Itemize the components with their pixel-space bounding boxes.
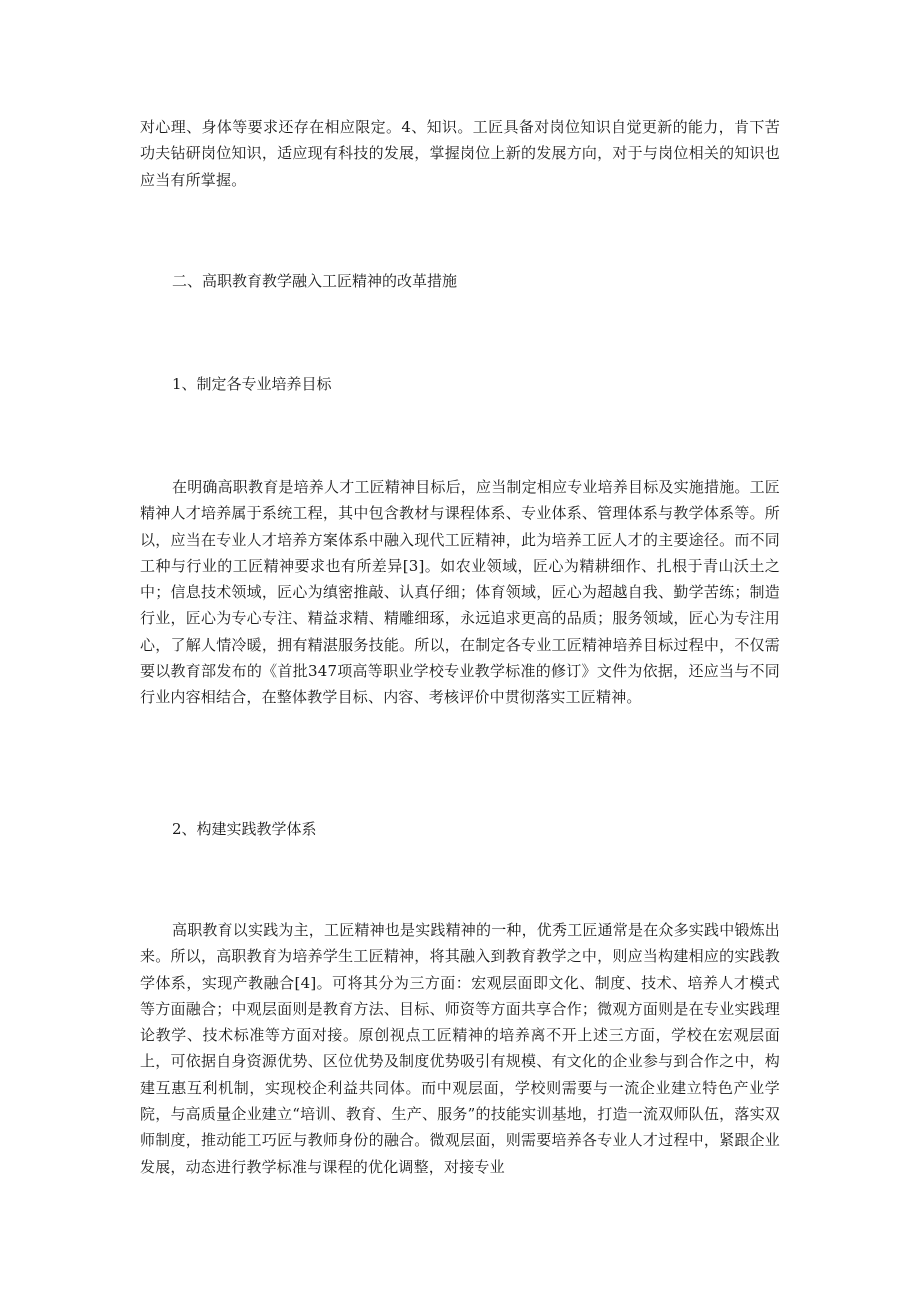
intro-paragraph: 对心理、身体等要求还存在相应限定。4、知识。工匠具备对岗位知识自觉更新的能力，肯下苦功夫钻研岗位知识，适应现有科技的发展，掌握岗位上新的发展方向，对于与岗位相关的知识也应当有所掌握。 [140,118,780,189]
subsection-2-heading: 2、构建实践教学体系 [172,820,317,838]
section-heading: 二、高职教育教学融入工匠精神的改革措施 [172,272,458,290]
subsection-1-heading: 1、制定各专业培养目标 [172,375,332,393]
subsection-1-paragraph: 在明确高职教育是培养人才工匠精神目标后，应当制定相应专业培养目标及实施措施。工匠精神人才培养属于系统工程，其中包含教材与课程体系、专业体系、管理体系与教学体系等。所以，应当在专业人才培养方案体系中融入现代工匠精神，此为培养工匠人才的主要途径。而不同工种与行业的工匠精神要求也有所差异[3]。如农业领域，匠心为精耕细作、扎根于青山沃土之中；信息技术领域，匠心为缜密推敲、认真仔细；体育领域，匠心为超越自我、勤学苦练；制造行业，匠心为专心专注、精益求精、精雕细琢，永远追求更高的品质；服务领域，匠心为专注用心，了解人情冷暖，拥有精湛服务技能。所以，在制定各专业工匠精神培养目标过程中，不仅需要以教育部发布的《首批347项高等职业学校专业教学标准的修订》文件为依据，还应当与不同行业内容相结合，在整体教学目标、内容、考核评价中贯彻落实工匠精神。 [140,478,781,707]
subsection-2-paragraph: 高职教育以实践为主，工匠精神也是实践精神的一种，优秀工匠通常是在众多实践中锻炼出来。所以，高职教育为培养学生工匠精神，将其融入到教育教学之中，则应当构建相应的实践教学体系，实现产教融合[4]。可将其分为三方面：宏观层面即文化、制度、技术、培养人才模式等方面融合；中观层面则是教育方法、目标、师资等方面共享合作；微观方面则是在专业实践理论教学、技术标准等方面对接。原创视点工匠精神的培养离不开上述三方面，学校在宏观层面上，可依据自身资源优势、区位优势及制度优势吸引有规模、有文化的企业参与到合作之中，构建互惠互利机制，实现校企利益共同体。而中观层面，学校则需要与一流企业建立特色产业学院，与高质量企业建立“培训、教育、生产、服务”的技能实训基地，打造一流双师队伍，落实双师制度，推动能工巧匠与教师身份的融合。微观层面，则需要培养各专业人才过程中，紧跟企业发展，动态进行教学标准与课程的优化调整，对接专业 [140,921,781,1176]
